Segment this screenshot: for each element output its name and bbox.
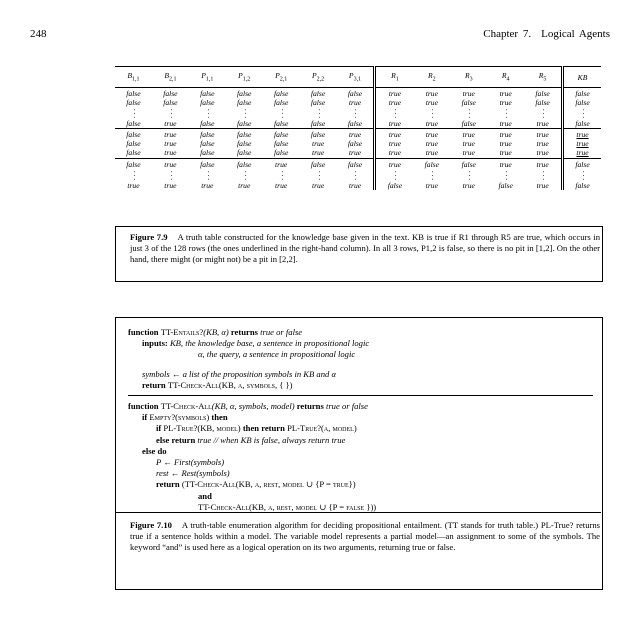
table-cell: false [273,89,289,98]
table-cell [487,170,524,182]
ellipsis-icon: ··· [166,108,176,120]
ellipsis-icon: ··· [240,170,250,182]
column-header: $P_{2,1}$ [263,67,300,88]
table-cell [450,108,487,120]
table-cell: true [487,129,524,140]
table-cell: false [237,147,252,157]
running-header [483,28,610,40]
algo-line-14: and [198,490,212,501]
table-row [115,149,601,158]
table-cell: true [425,97,438,107]
table-cell: true [337,149,375,158]
table-cell [563,170,601,182]
ellipsis-icon: ··· [314,170,324,182]
algorithm-divider [128,395,593,396]
table-cell: false [413,158,450,169]
table-cell: true [563,140,601,149]
chapter-title: Logical Agents [541,28,610,40]
ellipsis-icon: ··· [277,108,287,120]
table-cell: false [163,89,178,98]
table-cell: false [273,147,289,157]
ellipsis-icon: ··· [464,170,474,182]
chapter-label: Chapter 7. [483,28,532,40]
ellipsis-icon: ··· [277,170,287,182]
column-header: $P_{1,2}$ [226,67,263,88]
table-cell: false [226,158,263,169]
table-cell: false [237,97,252,107]
table-cell: false [461,97,476,107]
table-cell [226,170,263,182]
ellipsis-icon: ··· [350,108,360,120]
table-cell: true [425,89,438,98]
table-cell: true [462,147,475,157]
table-cell: false [237,118,252,128]
table-cell: true [425,180,438,190]
table-cell: true [388,97,402,107]
figure-7-10-text: A truth-table enumeration algorithm for deciding propositional entailment. (TT stands for truth table.) PL-True? returns true if a sentence holds within a model. The variable model represents a partial model—an assignment to some of the symbols. The keyword “and” is used here as a logical operation on its two arguments, returning true or false. [130,520,600,552]
ellipsis-icon: ··· [501,108,511,120]
table-cell: false [263,129,300,140]
table-cell: true [462,139,475,149]
ellipsis-icon: ··· [501,170,511,182]
ellipsis-icon: ··· [350,170,360,182]
table-cell [115,170,152,182]
table-cell: true [388,89,402,98]
table-cell: false [273,97,289,107]
table-cell: true [238,180,251,190]
algo-line-10: else do [142,445,167,456]
ellipsis-icon: ··· [166,170,176,182]
table-row [115,108,601,120]
table-cell [300,170,337,182]
table-cell: true [275,180,288,190]
table-cell: false [115,158,152,169]
table-cell: true [388,139,402,149]
table-row [115,120,601,129]
truth-table [115,66,601,190]
table-cell: true [127,180,140,190]
algo-line-9: else return true // when KB is false, always return true [156,434,346,445]
column-header: $P_{2,2}$ [300,67,337,88]
table-cell [524,170,562,182]
ellipsis-icon: ··· [129,108,139,120]
ellipsis-icon: ··· [427,170,437,182]
column-header: $P_{1,1}$ [189,67,226,88]
table-cell [450,170,487,182]
table-cell: false [237,89,252,98]
table-cell: false [310,89,326,98]
table-cell [337,108,375,120]
table-cell: true [311,139,325,149]
table-cell: false [498,180,513,190]
column-header: $R_3$ [450,67,487,88]
table-cell: false [189,158,226,169]
table-cell: false [563,158,601,169]
table-cell: true [263,158,300,169]
algo-line-3: α, the query, a sentence in propositional logic [198,349,356,360]
table-cell: false [337,158,375,169]
table-cell: true [152,158,189,169]
table-cell: true [201,180,214,190]
table-cell [189,170,226,182]
table-cell [152,108,189,120]
table-cell: false [310,97,326,107]
algo-line-5: return TT-Check-All(KB, α, symbols, { }) [142,379,293,390]
table-cell [263,170,300,182]
column-header: $R_4$ [487,67,524,88]
table-cell: false [126,97,141,107]
table-cell: false [115,129,152,140]
table-cell: false [200,89,215,98]
figure-7-10-label: Figure 7.10 [130,520,172,530]
table-cell: false [126,89,141,98]
table-cell: false [535,89,550,98]
table-cell [375,170,413,182]
ellipsis-icon: ··· [578,108,588,120]
ellipsis-icon: ··· [578,170,588,182]
table-row [115,99,601,108]
table-cell: true [425,147,438,157]
algo-line-7: if Empty?(symbols) then [142,412,228,423]
table-cell: true [450,129,487,140]
table-cell: false [126,147,141,157]
table-cell: false [126,139,141,149]
column-header: $R_2$ [413,67,450,88]
table-cell: true [563,149,601,158]
table-cell [115,108,152,120]
table-cell: true [152,129,189,140]
table-cell: false [163,97,178,107]
table-cell: false [226,129,263,140]
ellipsis-icon: ··· [464,108,474,120]
ellipsis-icon: ··· [203,170,213,182]
figure-7-9-label: Figure 7.9 [130,232,168,242]
ellipsis-icon: ··· [314,108,324,120]
table-cell: false [337,88,375,99]
figure-7-9-text: A truth table constructed for the knowledge base given in the text. KB is true if R1 through R5 are true, which occurs in just 3 of the 128 rows (the ones underlined in the right-hand column). In all 3 rows, P1,2 is false, so there is no pit in [1,2]. On the other hand, there might (or might not) be a pit in [2,2]. [130,232,600,264]
table-cell: true [524,158,562,169]
table-cell [563,108,601,120]
table-cell: false [200,147,215,157]
table-cell: true [388,147,402,157]
column-header: $P_{3,1}$ [337,67,375,88]
ellipsis-icon: ··· [538,170,548,182]
table-cell: false [126,118,141,128]
algo-line-12: rest ← Rest(symbols) [156,468,230,479]
table-cell: true [337,129,375,140]
table-cell [300,108,337,120]
truth-table-header [115,67,601,88]
table-cell: true [425,139,438,149]
table-cell [524,108,562,120]
table-cell [413,108,450,120]
table-cell: true [337,99,375,108]
table-cell: true [536,118,549,128]
table-cell [189,108,226,120]
table-cell: false [273,118,289,128]
table-cell [487,108,524,120]
table-cell: true [499,89,512,98]
table-row [115,182,601,191]
column-header: $R_1$ [375,67,413,88]
table-cell: true [536,147,549,157]
table-cell: false [461,118,476,128]
table-cell: false [200,139,215,149]
table-cell: true [462,89,475,98]
table-cell: true [462,180,475,190]
figure-7-9-caption [130,232,600,265]
page-number: 248 [30,28,47,40]
table-cell [263,108,300,120]
algo-line-13: return (TT-Check-All(KB, α, rest, model ∪ {P = true}) [156,479,356,490]
table-cell: false [387,180,403,190]
column-header: KB [563,67,601,88]
table-cell: true [311,147,325,157]
algo-line-1: function TT-Entails?(KB, α) returns true or false [128,327,303,337]
table-cell: false [237,139,252,149]
algorithm-listing [128,327,593,513]
ellipsis-icon: ··· [390,170,400,182]
table-cell: true [388,118,402,128]
table-row [115,170,601,182]
algo-line-11: P ← First(symbols) [156,457,225,468]
figure-7-10-caption [130,520,600,553]
table-cell: false [563,99,601,108]
algo-line-8: if PL-True?(KB, model) then return PL-True?(α, model) [156,423,357,434]
table-cell: true [164,180,177,190]
column-header: $B_{1,1}$ [115,67,152,88]
column-header: $R_5$ [524,67,562,88]
algo-line-4: symbols ← a list of the proposition symbols in KB and α [142,368,336,379]
table-cell: false [337,140,375,149]
table-cell [152,170,189,182]
algo-line-2: inputs: KB, the knowledge base, a sentence in propositional logic [142,338,370,349]
table-cell: true [164,147,177,157]
table-cell: true [563,129,601,140]
table-cell: false [535,97,550,107]
table-cell: true [311,180,325,190]
table-cell [226,108,263,120]
algo-line-6: function TT-Check-All(KB, α, symbols, model) returns true or false [128,401,368,412]
algo-line-15: TT-Check-All(KB, α, rest, model ∪ {P = false })) [198,501,377,512]
ellipsis-icon: ··· [203,108,213,120]
table-cell: true [499,147,512,157]
table-cell: false [200,118,215,128]
table-cell: true [524,129,562,140]
table-cell: false [200,97,215,107]
table-cell: false [563,88,601,99]
table-cell: true [499,139,512,149]
table-cell [413,170,450,182]
table-cell: false [563,182,601,191]
table-cell [375,108,413,120]
ellipsis-icon: ··· [427,108,437,120]
table-cell [337,170,375,182]
table-cell: true [375,129,413,140]
table-cell: true [413,129,450,140]
column-header: $B_{2,1}$ [152,67,189,88]
ellipsis-icon: ··· [129,170,139,182]
table-cell: false [337,120,375,129]
table-cell: true [536,180,549,190]
table-cell: false [450,158,487,169]
table-cell: true [164,118,177,128]
table-cell: false [189,129,226,140]
table-cell: true [375,158,413,169]
ellipsis-icon: ··· [538,108,548,120]
table-row [115,158,601,169]
table-cell: true [536,139,549,149]
ellipsis-icon: ··· [390,108,400,120]
table-cell: true [499,97,512,107]
table-cell: false [273,139,289,149]
table-cell: false [310,118,326,128]
table-cell: true [337,182,375,191]
table-cell: true [487,158,524,169]
table-cell: true [499,118,512,128]
table-cell: true [425,118,438,128]
table-cell: false [563,120,601,129]
table-cell: false [300,129,337,140]
table-cell: true [164,139,177,149]
ellipsis-icon: ··· [240,108,250,120]
table-cell: false [300,158,337,169]
